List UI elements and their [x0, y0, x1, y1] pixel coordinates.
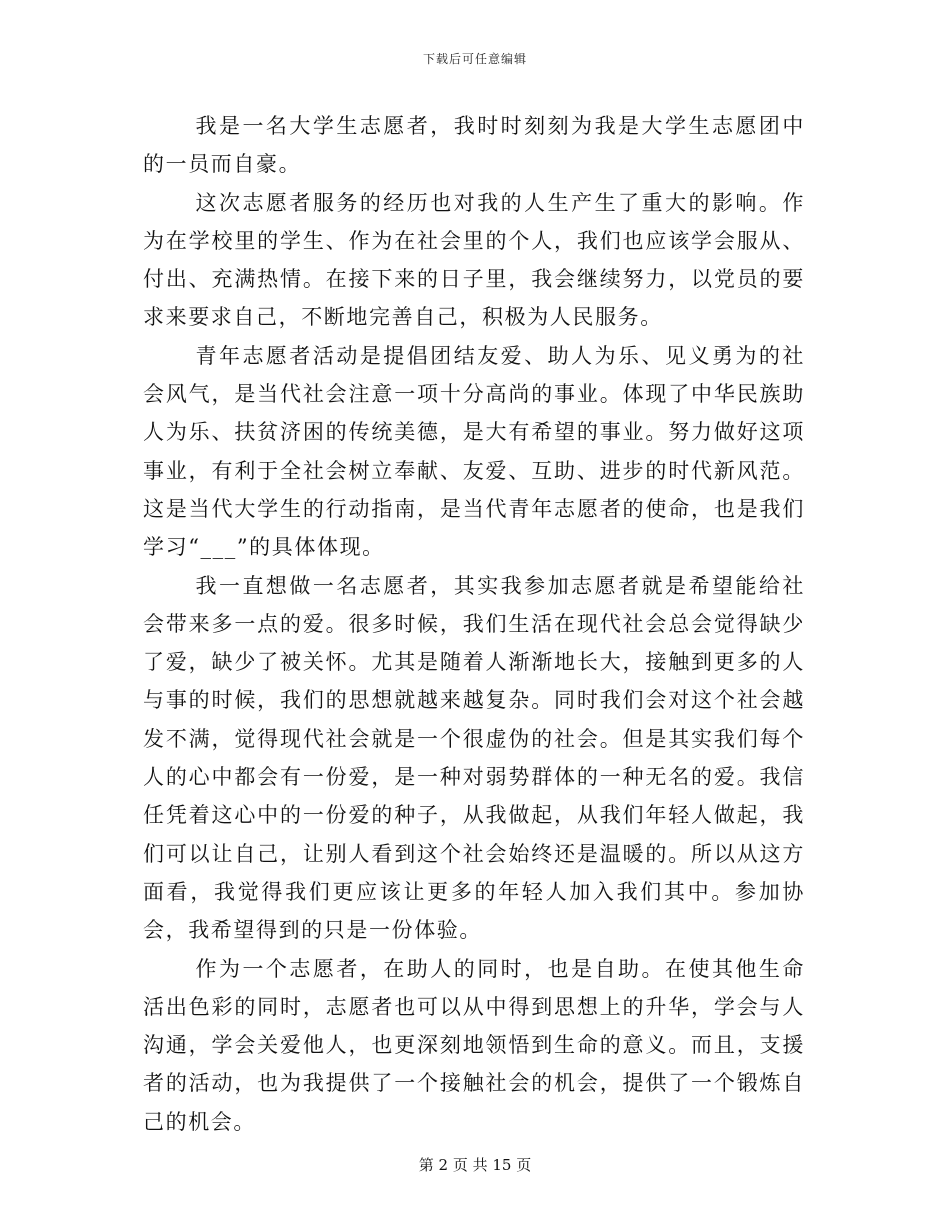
- document-body: [143, 107, 805, 1141]
- paragraph: 我是一名大学生志愿者，我时时刻刻为我是大学生志愿团中的一员而自豪。: [143, 114, 805, 177]
- paragraph: 这次志愿者服务的经历也对我的人生产生了重大的影响。作为在学校里的学生、作为在社会里的个人，我们也应该学会服从、付出、充满热情。在接下来的日子里，我会继续努力，以党员的要求来要求自己，不断地完善自己，积极为人民服务。: [143, 190, 805, 330]
- paragraph: 我一直想做一名志愿者，其实我参加志愿者就是希望能给社会带来多一点的爱。很多时候，我们生活在现代社会总会觉得缺少了爱，缺少了被关怀。尤其是随着人渐渐地长大，接触到更多的人与事的时候，我们的思想就越来越复杂。同时我们会对这个社会越发不满，觉得现代社会就是一个很虚伪的社会。但是其实我们每个人的心中都会有一份爱，是一种对弱势群体的一种无名的爱。我信任凭着这心中的一份爱的种子，从我做起，从我们年轻人做起，我们可以让自己，让别人看到这个社会始终还是温暖的。所以从这方面看，我觉得我们更应该让更多的年轻人加入我们其中。参加协会，我希望得到的只是一份体验。: [143, 573, 805, 943]
- header-note: 下载后可任意编辑: [422, 52, 527, 66]
- page-number: 第 2 页 共 15 页: [418, 1156, 532, 1174]
- paragraph: 青年志愿者活动是提倡团结友爱、助人为乐、见义勇为的社会风气，是当代社会注意一项十分高尚的事业。体现了中华民族助人为乐、扶贫济困的传统美德，是大有希望的事业。努力做好这项事业，有利于全社会树立奉献、友爱、互助、进步的时代新风范。这是当代大学生的行动指南，是当代青年志愿者的使命，也是我们学习“___”的具体体现。: [143, 343, 805, 560]
- paragraph: 作为一个志愿者，在助人的同时，也是自助。在使其他生命活出色彩的同时，志愿者也可以从中得到思想上的升华，学会与人沟通，学会关爱他人，也更深刻地领悟到生命的意义。而且，支援者的活动，也为我提供了一个接触社会的机会，提供了一个锻炼自己的机会。: [143, 956, 805, 1134]
